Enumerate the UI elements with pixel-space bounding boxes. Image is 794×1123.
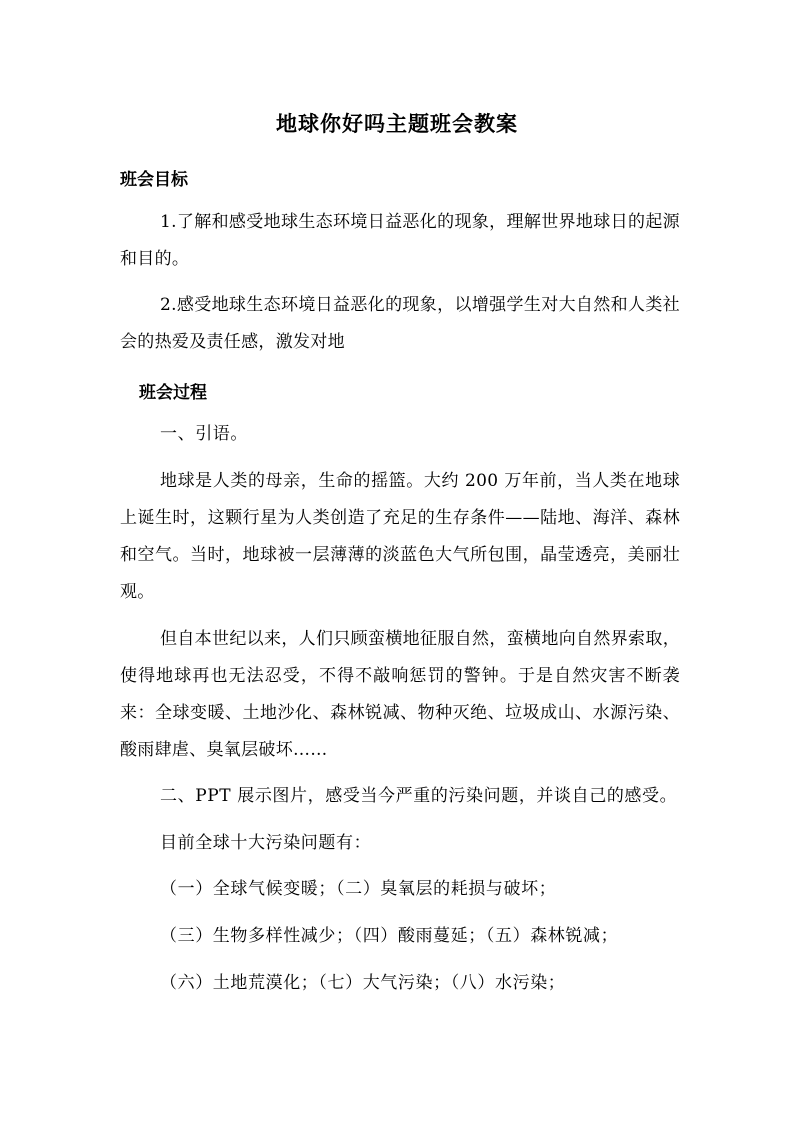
pollution-list-line-2: （三）生物多样性减少；（四）酸雨蔓延；（五）森林锐减； bbox=[160, 926, 619, 946]
step1-title: 一、引语。 bbox=[160, 424, 248, 444]
pollution-list-line-1: （一）全球气候变暖；（二）臭氧层的耗损与破坏； bbox=[160, 879, 557, 899]
step1-paragraph-1: 地球是人类的母亲，生命的摇篮。大约 200 万年前，当人类在地球上诞生时，这颗行星为人类创造了充足的生存条件——陆地、海洋、森林和空气。当时，地球被一层薄薄的淡蓝色大气所包围，晶莹透亮，美丽壮观。 bbox=[120, 471, 680, 602]
pollution-list-line-3: （六）土地荒漠化；（七）大气污染；（八）水污染； bbox=[160, 973, 566, 993]
step1-paragraph-2: 但自本世纪以来，人们只顾蛮横地征服自然，蛮横地向自然界索取，使得地球再也无法忍受，不得不敲响惩罚的警钟。于是自然灾害不断袭来：全球变暖、土地沙化、森林锐减、物种灭绝、垃圾成山、水源污染、酸雨肆虐、臭氧层破坏…… bbox=[120, 629, 680, 760]
section-heading-goals: 班会目标 bbox=[120, 170, 188, 190]
step2-title: 二、PPT 展示图片，感受当今严重的污染问题，并谈自己的感受。 bbox=[160, 786, 678, 806]
goal-item-1: 1.了解和感受地球生态环境日益恶化的现象，理解世界地球日的起源和目的。 bbox=[120, 212, 680, 269]
pollution-list-intro: 目前全球十大污染问题有： bbox=[160, 833, 372, 853]
goal-item-2: 2.感受地球生态环境日益恶化的现象，以增强学生对大自然和人类社会的热爱及责任感，激发对地 bbox=[120, 295, 680, 352]
document-title: 地球你好吗主题班会教案 bbox=[276, 111, 518, 136]
section-heading-process: 班会过程 bbox=[139, 383, 207, 403]
